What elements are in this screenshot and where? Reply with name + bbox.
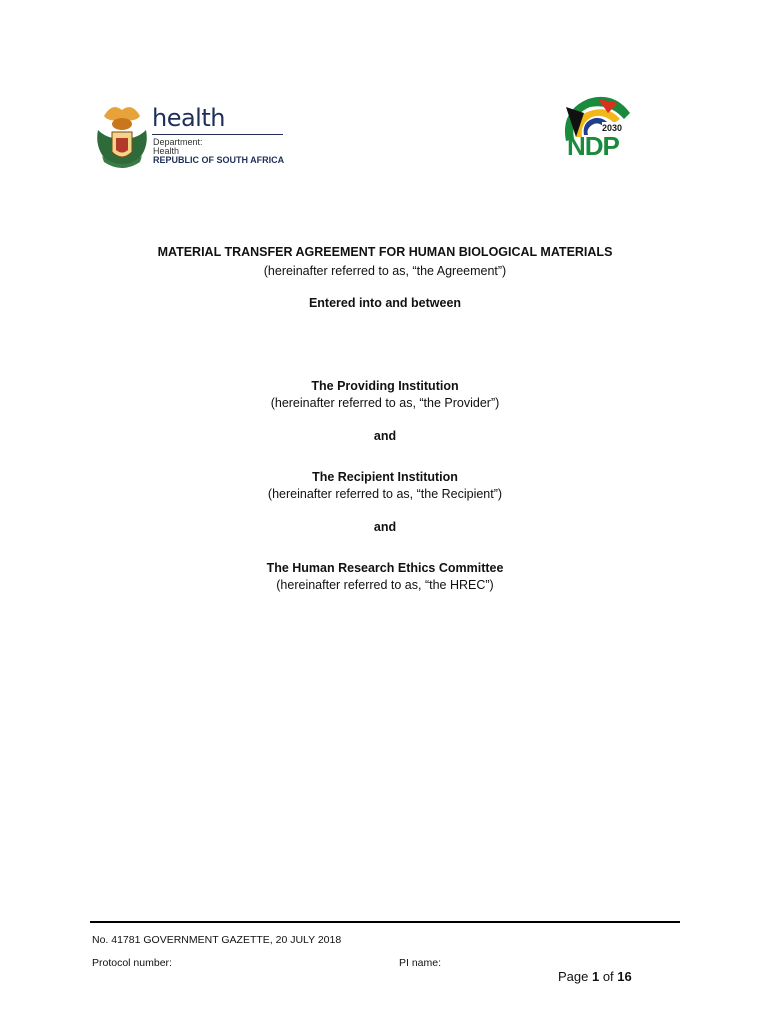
page-total: 16: [617, 969, 632, 984]
dept-name: Health: [153, 146, 180, 156]
recipient-subtitle: (hereinafter referred to as, “the Recipient”): [267, 487, 503, 501]
logo-divider: [152, 134, 283, 135]
protocol-number-label: Protocol number:: [92, 957, 172, 969]
dept-label: Department:: [153, 137, 203, 147]
and-separator-2: and: [373, 520, 397, 534]
country-name: REPUBLIC OF SOUTH AFRICA: [153, 155, 285, 165]
provider-name: The Providing Institution: [311, 379, 459, 393]
gazette-reference: No. 41781 GOVERNMENT GAZETTE, 20 JULY 2018: [92, 934, 342, 946]
hrec-name: The Human Research Ethics Committee: [266, 561, 504, 575]
page-of: of: [599, 969, 618, 984]
entered-into-heading: Entered into and between: [308, 296, 462, 310]
page-prefix: Page: [558, 969, 592, 984]
provider-subtitle: (hereinafter referred to as, “the Provider”): [270, 396, 500, 410]
page-current: 1: [591, 969, 600, 984]
document-title: MATERIAL TRANSFER AGREEMENT FOR HUMAN BIOLOGICAL MATERIALS: [157, 245, 613, 259]
ndp-year: 2030: [602, 123, 623, 133]
ndp-letters: NDP: [567, 131, 619, 161]
page-number: [558, 969, 632, 984]
footer-divider: [90, 921, 680, 923]
hrec-subtitle: (hereinafter referred to as, “the HREC”): [276, 578, 494, 592]
pi-name-label: PI name:: [399, 957, 442, 969]
document-title-subtitle: (hereinafter referred to as, “the Agreement”): [263, 264, 507, 278]
recipient-name: The Recipient Institution: [312, 470, 458, 484]
and-separator-1: and: [373, 429, 397, 443]
health-wordmark: health: [152, 104, 225, 132]
